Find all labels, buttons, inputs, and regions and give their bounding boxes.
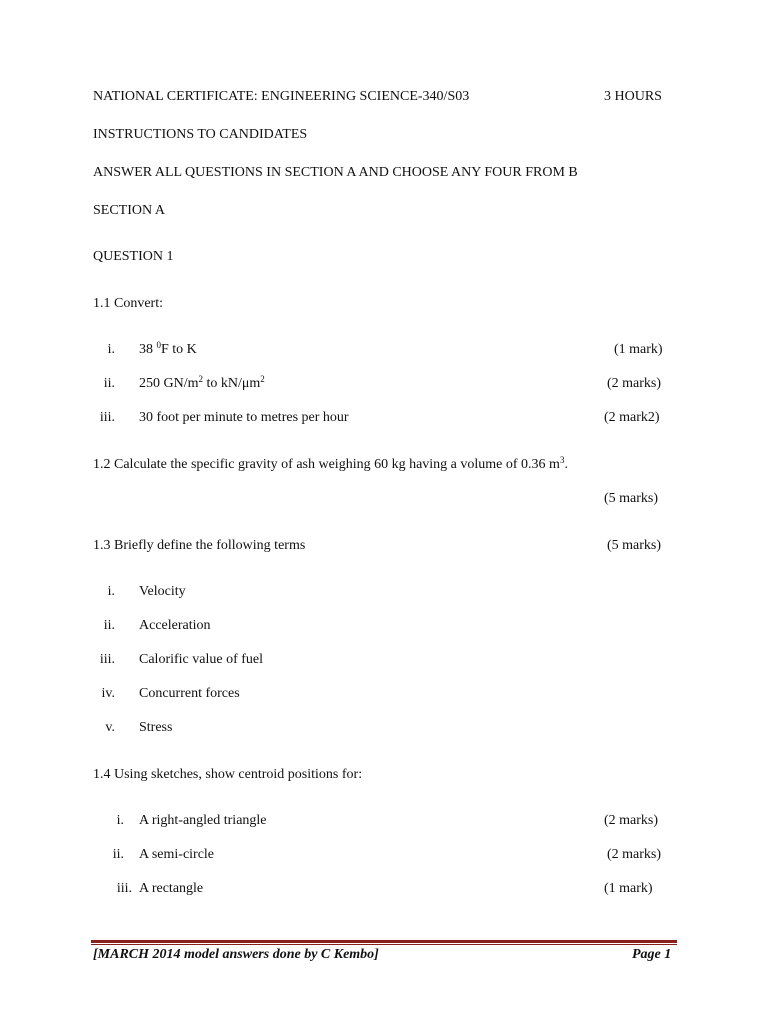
q1-1-item-marks: (2 marks) <box>607 376 662 391</box>
q1-3-item-number: i. <box>107 584 115 599</box>
q1-4-stem: 1.4 Using sketches, show centroid positions for: <box>93 767 363 782</box>
q1-4-item-text: A right-angled triangle <box>139 813 267 828</box>
q1-4-item-number: i. <box>116 813 124 828</box>
q1-1-item-text: 38 $^0$F to K <box>139 340 197 357</box>
exam-title: NATIONAL CERTIFICATE: ENGINEERING SCIENCE-340/S03 <box>93 89 470 104</box>
q1-4-item-number: ii. <box>112 847 124 862</box>
q1-3-item-text: Stress <box>139 720 173 735</box>
q1-2-stem: 1.2 Calculate the specific gravity of ash weighing 60 kg having a volume of 0.36 $m^3$. <box>93 455 568 472</box>
q1-4-item-text: A semi-circle <box>139 847 215 862</box>
exam-duration: 3 HOURS <box>604 89 662 104</box>
q1-3-item-text: Acceleration <box>139 618 211 633</box>
q1-3-item-number: iv. <box>101 686 115 701</box>
q1-3-item-number: iii. <box>99 652 115 667</box>
q1-3-item-number: ii. <box>103 618 115 633</box>
q1-4-item-text: A rectangle <box>139 881 204 896</box>
footer-rule <box>91 940 677 943</box>
section-heading: SECTION A <box>93 203 165 218</box>
footer-note: [MARCH 2014 model answers done by C Kembo] <box>93 947 379 962</box>
q1-2-marks: (5 marks) <box>604 491 659 506</box>
q1-4-item-number: iii. <box>116 881 132 896</box>
page-number: Page 1 <box>632 947 672 962</box>
q1-3-stem: 1.3 Briefly define the following terms <box>93 538 306 553</box>
q1-1-item-number: iii. <box>99 410 115 425</box>
q1-4-item-marks: (1 mark) <box>604 881 653 896</box>
q1-1-stem: 1.1 Convert: <box>93 296 163 311</box>
q1-1-item-number: ii. <box>103 376 115 391</box>
q1-3-marks: (5 marks) <box>607 538 662 553</box>
q1-3-item-text: Calorific value of fuel <box>139 652 264 667</box>
q1-1-item-text: 30 foot per minute to metres per hour <box>139 410 349 425</box>
q1-3-item-text: Velocity <box>139 584 186 599</box>
question-heading: QUESTION 1 <box>93 249 174 264</box>
q1-4-item-marks: (2 marks) <box>604 813 659 828</box>
instructions-heading: INSTRUCTIONS TO CANDIDATES <box>93 127 308 142</box>
q1-1-item-marks: (2 mark2) <box>604 410 660 425</box>
footer-rule-thin <box>91 944 677 945</box>
q1-3-item-text: Concurrent forces <box>139 686 240 701</box>
q1-3-item-number: v. <box>105 720 115 735</box>
instructions-text: ANSWER ALL QUESTIONS IN SECTION A AND CHOOSE ANY FOUR FROM B <box>93 165 578 180</box>
q1-1-item-text: 250 $GN/m^2$ to $kN/\mu m^2$ <box>139 374 265 391</box>
q1-4-item-marks: (2 marks) <box>607 847 662 862</box>
q1-1-item-marks: (1 mark) <box>614 342 663 357</box>
q1-1-item-number: i. <box>107 342 115 357</box>
